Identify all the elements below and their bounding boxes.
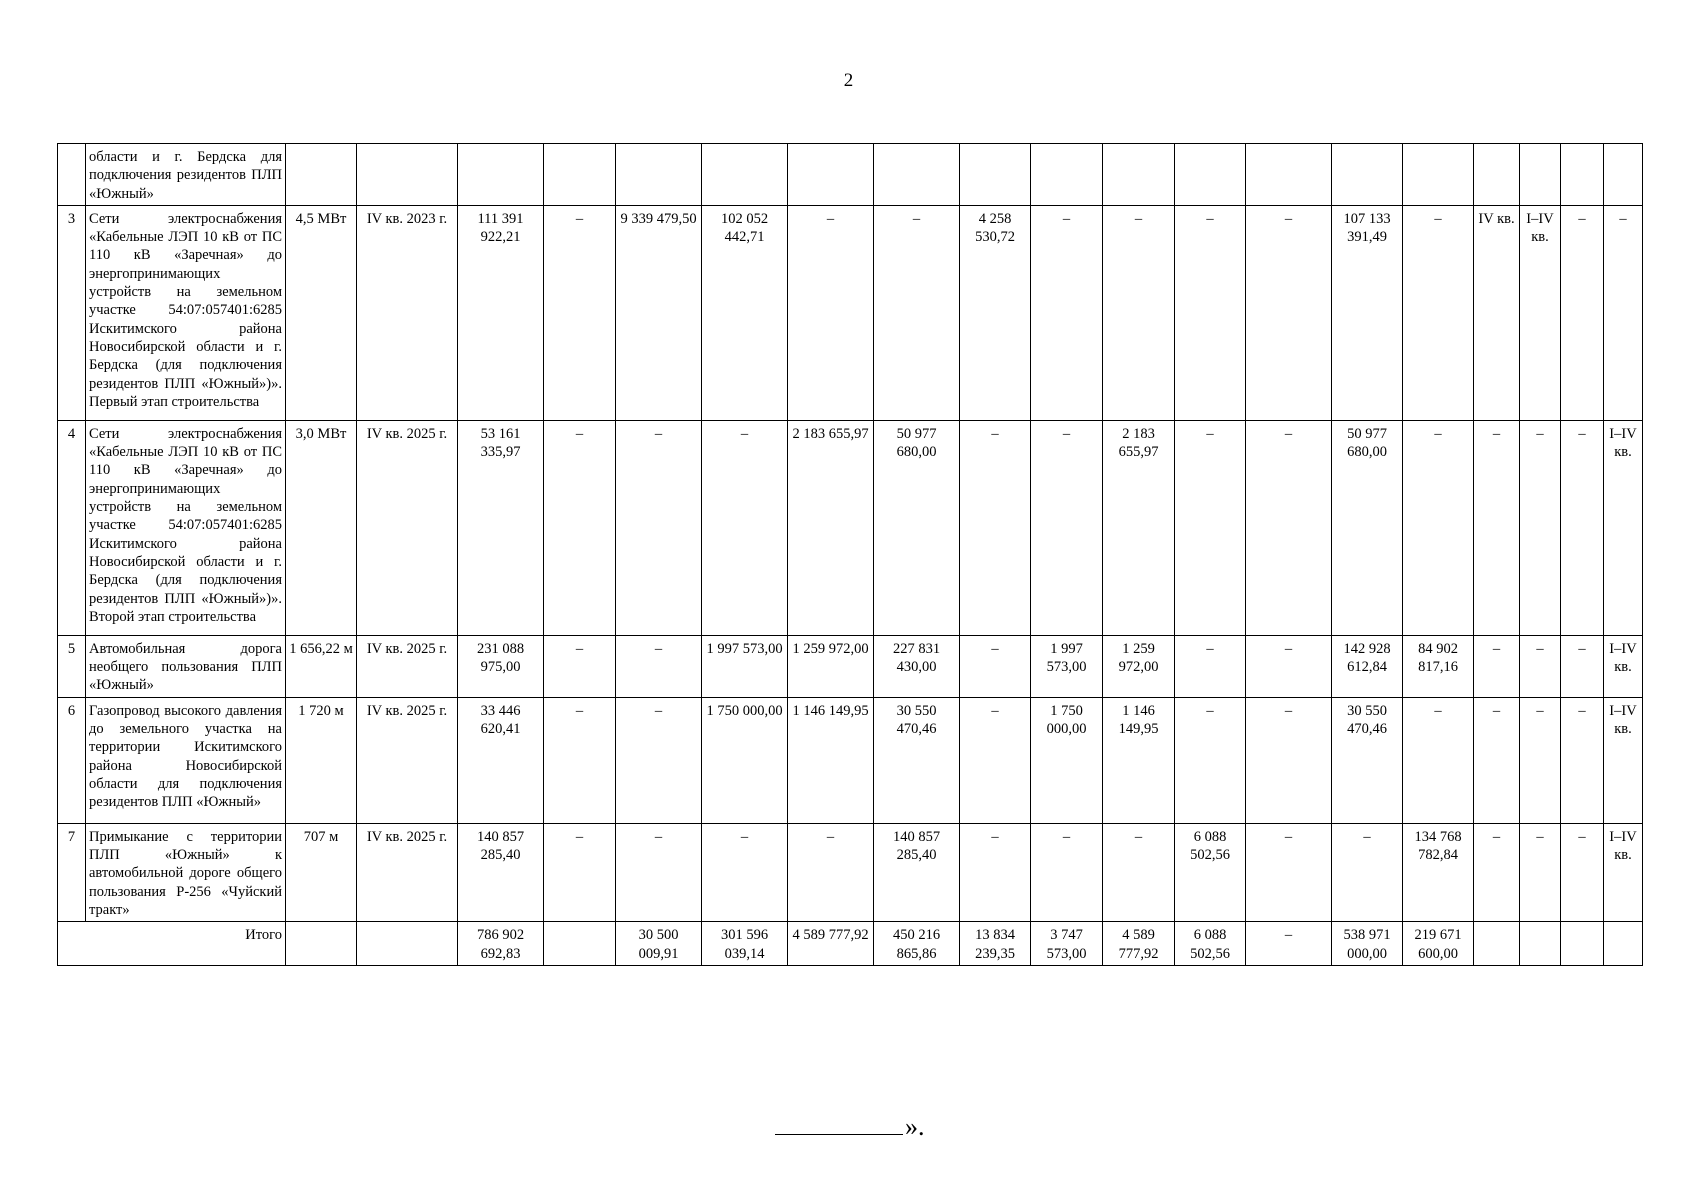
value-cell: 1 997 573,00 bbox=[702, 635, 788, 697]
value-cell: I–IV кв. bbox=[1604, 823, 1643, 921]
value-cell bbox=[788, 144, 874, 206]
value-cell: 1 259 972,00 bbox=[1103, 635, 1175, 697]
value-cell: 1 997 573,00 bbox=[1031, 635, 1103, 697]
value-cell: 111 391 922,21 bbox=[458, 205, 544, 420]
value-cell: 1 146 149,95 bbox=[788, 697, 874, 823]
value-cell: – bbox=[960, 420, 1031, 635]
value-cell: – bbox=[1031, 823, 1103, 921]
value-cell: – bbox=[788, 823, 874, 921]
table-body bbox=[58, 144, 1643, 966]
value-cell bbox=[1031, 144, 1103, 206]
table-row bbox=[58, 635, 1643, 697]
value-cell: – bbox=[788, 205, 874, 420]
value-cell: 1 656,22 м bbox=[286, 635, 357, 697]
signature-underline bbox=[775, 1116, 903, 1135]
value-cell: 707 м bbox=[286, 823, 357, 921]
value-cell: 227 831 430,00 bbox=[874, 635, 960, 697]
value-cell: – bbox=[1561, 205, 1604, 420]
value-cell: 1 750 000,00 bbox=[702, 697, 788, 823]
value-cell: 1 720 м bbox=[286, 697, 357, 823]
closing-signature-line bbox=[775, 1112, 925, 1142]
row-number-cell: 6 bbox=[58, 697, 86, 823]
value-cell: IV кв. 2025 г. bbox=[357, 635, 458, 697]
object-name-cell: Примыкание с территории ПЛП «Южный» к автомобильной дороге общего пользования Р-256 «Чуйский тракт» bbox=[86, 823, 286, 921]
table-row bbox=[58, 420, 1643, 635]
value-cell: I–IV кв. bbox=[1520, 205, 1561, 420]
object-name-cell: Автомобильная дорога необщего пользования ПЛП «Южный» bbox=[86, 635, 286, 697]
row-number-cell: 4 bbox=[58, 420, 86, 635]
value-cell: 140 857 285,40 bbox=[458, 823, 544, 921]
value-cell: 140 857 285,40 bbox=[874, 823, 960, 921]
value-cell: – bbox=[1332, 823, 1403, 921]
value-cell: – bbox=[1031, 420, 1103, 635]
total-value-cell bbox=[1561, 922, 1604, 966]
table-row bbox=[58, 823, 1643, 921]
total-value-cell bbox=[286, 922, 357, 966]
value-cell: – bbox=[702, 420, 788, 635]
value-cell bbox=[874, 144, 960, 206]
value-cell: 2 183 655,97 bbox=[1103, 420, 1175, 635]
value-cell: IV кв. 2023 г. bbox=[357, 205, 458, 420]
value-cell: 84 902 817,16 bbox=[1403, 635, 1474, 697]
value-cell: – bbox=[1403, 205, 1474, 420]
value-cell: – bbox=[1403, 420, 1474, 635]
value-cell: – bbox=[616, 697, 702, 823]
value-cell bbox=[1561, 144, 1604, 206]
value-cell: – bbox=[1604, 205, 1643, 420]
value-cell: – bbox=[702, 823, 788, 921]
total-value-cell: 13 834 239,35 bbox=[960, 922, 1031, 966]
value-cell: 102 052 442,71 bbox=[702, 205, 788, 420]
value-cell: – bbox=[1175, 420, 1246, 635]
value-cell: – bbox=[1474, 823, 1520, 921]
value-cell: – bbox=[960, 697, 1031, 823]
value-cell bbox=[1103, 144, 1175, 206]
total-value-cell: 3 747 573,00 bbox=[1031, 922, 1103, 966]
total-value-cell bbox=[1604, 922, 1643, 966]
object-name-cell: Газопровод высокого давления до земельного участка на территории Искитимского района Новосибирской области для подключения резидентов ПЛП «Южный» bbox=[86, 697, 286, 823]
value-cell: – bbox=[544, 205, 616, 420]
value-cell: 30 550 470,46 bbox=[1332, 697, 1403, 823]
value-cell: 6 088 502,56 bbox=[1175, 823, 1246, 921]
value-cell bbox=[1474, 144, 1520, 206]
value-cell: 134 768 782,84 bbox=[1403, 823, 1474, 921]
total-value-cell: 786 902 692,83 bbox=[458, 922, 544, 966]
value-cell: – bbox=[1103, 205, 1175, 420]
value-cell: – bbox=[1175, 635, 1246, 697]
total-value-cell: 6 088 502,56 bbox=[1175, 922, 1246, 966]
value-cell: 4 258 530,72 bbox=[960, 205, 1031, 420]
total-value-cell bbox=[357, 922, 458, 966]
value-cell: 3,0 МВт bbox=[286, 420, 357, 635]
total-row bbox=[58, 922, 1643, 966]
total-value-cell: 219 671 600,00 bbox=[1403, 922, 1474, 966]
value-cell: – bbox=[1561, 697, 1604, 823]
value-cell: – bbox=[1175, 697, 1246, 823]
value-cell: – bbox=[1561, 420, 1604, 635]
value-cell: – bbox=[1520, 697, 1561, 823]
object-name-cell: области и г. Бердска для подключения резидентов ПЛП «Южный» bbox=[86, 144, 286, 206]
total-label-cell: Итого bbox=[58, 922, 286, 966]
value-cell: 33 446 620,41 bbox=[458, 697, 544, 823]
value-cell: – bbox=[544, 635, 616, 697]
value-cell: – bbox=[1474, 420, 1520, 635]
value-cell bbox=[286, 144, 357, 206]
row-number-cell: 5 bbox=[58, 635, 86, 697]
value-cell: 142 928 612,84 bbox=[1332, 635, 1403, 697]
value-cell bbox=[357, 144, 458, 206]
total-value-cell: 538 971 000,00 bbox=[1332, 922, 1403, 966]
value-cell: 30 550 470,46 bbox=[874, 697, 960, 823]
value-cell: 4,5 МВт bbox=[286, 205, 357, 420]
value-cell: – bbox=[1561, 823, 1604, 921]
row-number-cell: 7 bbox=[58, 823, 86, 921]
value-cell: – bbox=[1561, 635, 1604, 697]
value-cell: – bbox=[544, 823, 616, 921]
total-value-cell: 4 589 777,92 bbox=[1103, 922, 1175, 966]
value-cell: IV кв. bbox=[1474, 205, 1520, 420]
value-cell: – bbox=[1103, 823, 1175, 921]
row-number-cell: 3 bbox=[58, 205, 86, 420]
value-cell: – bbox=[616, 420, 702, 635]
value-cell: – bbox=[544, 697, 616, 823]
value-cell: – bbox=[1246, 205, 1332, 420]
value-cell: 107 133 391,49 bbox=[1332, 205, 1403, 420]
value-cell: IV кв. 2025 г. bbox=[357, 823, 458, 921]
value-cell: 50 977 680,00 bbox=[1332, 420, 1403, 635]
value-cell: 1 750 000,00 bbox=[1031, 697, 1103, 823]
table-row bbox=[58, 205, 1643, 420]
value-cell: I–IV кв. bbox=[1604, 635, 1643, 697]
value-cell: – bbox=[616, 635, 702, 697]
value-cell: 50 977 680,00 bbox=[874, 420, 960, 635]
value-cell: – bbox=[960, 823, 1031, 921]
value-cell: – bbox=[1520, 635, 1561, 697]
value-cell: I–IV кв. bbox=[1604, 420, 1643, 635]
value-cell bbox=[702, 144, 788, 206]
value-cell bbox=[616, 144, 702, 206]
closing-quote-mark: ». bbox=[905, 1112, 925, 1141]
total-value-cell bbox=[1520, 922, 1561, 966]
value-cell bbox=[1175, 144, 1246, 206]
value-cell: 9 339 479,50 bbox=[616, 205, 702, 420]
value-cell: – bbox=[1474, 635, 1520, 697]
value-cell: – bbox=[1246, 697, 1332, 823]
value-cell: 53 161 335,97 bbox=[458, 420, 544, 635]
total-value-cell bbox=[1474, 922, 1520, 966]
value-cell bbox=[1520, 144, 1561, 206]
investment-table bbox=[57, 143, 1643, 966]
page-number: 2 bbox=[843, 70, 854, 91]
value-cell bbox=[1604, 144, 1643, 206]
value-cell: 1 259 972,00 bbox=[788, 635, 874, 697]
value-cell: – bbox=[544, 420, 616, 635]
total-value-cell: 450 216 865,86 bbox=[874, 922, 960, 966]
value-cell: – bbox=[1474, 697, 1520, 823]
value-cell: 231 088 975,00 bbox=[458, 635, 544, 697]
total-value-cell: 4 589 777,92 bbox=[788, 922, 874, 966]
value-cell bbox=[544, 144, 616, 206]
value-cell bbox=[1246, 144, 1332, 206]
value-cell: – bbox=[1246, 635, 1332, 697]
value-cell bbox=[1332, 144, 1403, 206]
object-name-cell: Сети электроснабжения «Кабельные ЛЭП 10 кВ от ПС 110 кВ «Заречная» до энергопринимающих устройств на земельном участке 54:07:057401:6285 Искитимского района Новосибирской области и г. Бердска (для подключения резидентов ПЛП «Южный»)». Второй этап строительства bbox=[86, 420, 286, 635]
value-cell: 1 146 149,95 bbox=[1103, 697, 1175, 823]
total-value-cell: 301 596 039,14 bbox=[702, 922, 788, 966]
value-cell: – bbox=[1520, 420, 1561, 635]
value-cell bbox=[458, 144, 544, 206]
value-cell: – bbox=[1031, 205, 1103, 420]
total-value-cell: 30 500 009,91 bbox=[616, 922, 702, 966]
table-row bbox=[58, 697, 1643, 823]
table-row-continuation bbox=[58, 144, 1643, 206]
value-cell: IV кв. 2025 г. bbox=[357, 697, 458, 823]
row-number-cell bbox=[58, 144, 86, 206]
value-cell: – bbox=[1175, 205, 1246, 420]
total-value-cell: – bbox=[1246, 922, 1332, 966]
value-cell: – bbox=[1403, 697, 1474, 823]
value-cell: – bbox=[960, 635, 1031, 697]
value-cell: – bbox=[874, 205, 960, 420]
value-cell: IV кв. 2025 г. bbox=[357, 420, 458, 635]
object-name-cell: Сети электроснабжения «Кабельные ЛЭП 10 кВ от ПС 110 кВ «Заречная» до энергопринимающих устройств на земельном участке 54:07:057401:6285 Искитимского района Новосибирской области и г. Бердска (для подключения резидентов ПЛП «Южный»)». Первый этап строительства bbox=[86, 205, 286, 420]
value-cell: – bbox=[1246, 823, 1332, 921]
value-cell: – bbox=[1520, 823, 1561, 921]
value-cell: I–IV кв. bbox=[1604, 697, 1643, 823]
value-cell: 2 183 655,97 bbox=[788, 420, 874, 635]
value-cell bbox=[1403, 144, 1474, 206]
value-cell bbox=[960, 144, 1031, 206]
value-cell: – bbox=[616, 823, 702, 921]
value-cell: – bbox=[1246, 420, 1332, 635]
total-value-cell bbox=[544, 922, 616, 966]
